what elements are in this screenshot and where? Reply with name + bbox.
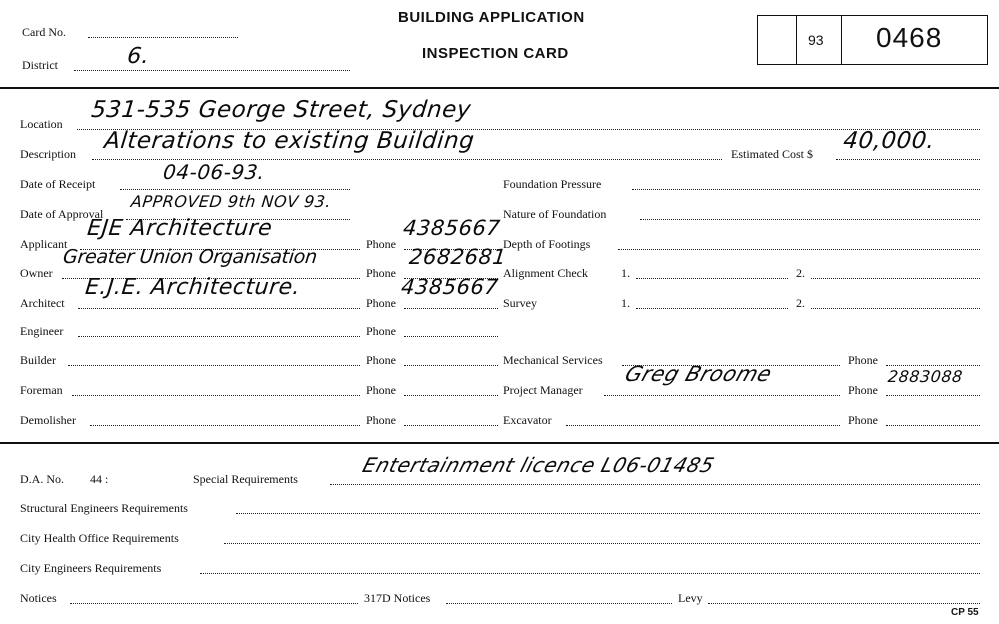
architect-label: Architect bbox=[20, 296, 65, 310]
date-approval-label: Date of Approval bbox=[20, 207, 104, 221]
demolisher-phone-label: Phone bbox=[366, 413, 396, 427]
card-no-line bbox=[88, 37, 238, 38]
card-number-value: 0468 bbox=[876, 22, 943, 53]
demolisher-line bbox=[90, 425, 360, 426]
card-number-box bbox=[757, 15, 988, 65]
survey-2-line bbox=[811, 308, 980, 309]
foreman-phone-label: Phone bbox=[366, 383, 396, 397]
survey-label: Survey bbox=[503, 296, 537, 310]
year-value: 93 bbox=[808, 32, 824, 48]
district-label: District bbox=[22, 58, 58, 72]
health-requirements-line bbox=[224, 543, 980, 544]
depth-footings-label: Depth of Footings bbox=[503, 237, 591, 251]
owner-label: Owner bbox=[20, 266, 53, 280]
requirements-rule bbox=[0, 442, 999, 444]
alignment-check-2-line bbox=[811, 278, 980, 279]
mechanical-services-label: Mechanical Services bbox=[503, 353, 603, 367]
structural-requirements-line bbox=[236, 513, 980, 514]
project-manager-phone-line bbox=[886, 395, 980, 396]
header-rule bbox=[0, 87, 999, 89]
district-value: 6. bbox=[126, 44, 151, 69]
notices-317d-line bbox=[446, 603, 672, 604]
structural-requirements-label: Structural Engineers Requirements bbox=[20, 501, 188, 515]
architect-phone-label: Phone bbox=[366, 296, 396, 310]
excavator-label: Excavator bbox=[503, 413, 552, 427]
location-value: 531-535 George Street, Sydney bbox=[90, 97, 473, 123]
nature-foundation-line bbox=[640, 219, 980, 220]
city-engineers-line bbox=[200, 573, 980, 574]
builder-phone-label: Phone bbox=[366, 353, 396, 367]
special-requirements-value: Entertainment licence L06-01485 bbox=[360, 453, 718, 477]
architect-value: E.J.E. Architecture. bbox=[84, 275, 302, 300]
builder-label: Builder bbox=[20, 353, 56, 367]
location-label: Location bbox=[20, 117, 63, 131]
architect-line bbox=[78, 308, 360, 309]
project-manager-line bbox=[604, 395, 840, 396]
date-receipt-value: 04-06-93. bbox=[162, 160, 267, 184]
special-requirements-label: Special Requirements bbox=[193, 472, 298, 486]
da-no-label: D.A. No. bbox=[20, 472, 64, 486]
builder-line bbox=[68, 365, 360, 366]
foreman-phone-line bbox=[404, 395, 498, 396]
excavator-phone-label: Phone bbox=[848, 413, 878, 427]
applicant-value: EJE Architecture bbox=[86, 216, 274, 241]
alignment-check-1-label: 1. bbox=[621, 266, 630, 280]
survey-2-label: 2. bbox=[796, 296, 805, 310]
foundation-pressure-label: Foundation Pressure bbox=[503, 177, 602, 191]
engineer-phone-label: Phone bbox=[366, 324, 396, 338]
applicant-phone-value: 4385667 bbox=[402, 216, 502, 240]
excavator-line bbox=[566, 425, 840, 426]
foundation-pressure-line bbox=[632, 189, 980, 190]
owner-value: Greater Union Organisation bbox=[62, 246, 319, 268]
da-no-value: 44 : bbox=[90, 472, 109, 486]
description-value: Alterations to existing Building bbox=[103, 128, 476, 154]
builder-phone-line bbox=[404, 365, 498, 366]
notices-line bbox=[70, 603, 358, 604]
levy-label: Levy bbox=[678, 591, 703, 605]
nature-foundation-label: Nature of Foundation bbox=[503, 207, 607, 221]
architect-phone-line bbox=[404, 308, 498, 309]
alignment-check-2-label: 2. bbox=[796, 266, 805, 280]
health-requirements-label: City Health Office Requirements bbox=[20, 531, 179, 545]
estimated-cost-line bbox=[836, 159, 980, 160]
survey-1-line bbox=[636, 308, 788, 309]
engineer-label: Engineer bbox=[20, 324, 64, 338]
city-engineers-label: City Engineers Requirements bbox=[20, 561, 162, 575]
excavator-phone-line bbox=[886, 425, 980, 426]
levy-line bbox=[708, 603, 980, 604]
notices-317d-label: 317D Notices bbox=[364, 591, 431, 605]
district-line bbox=[74, 70, 350, 71]
project-manager-label: Project Manager bbox=[503, 383, 583, 397]
estimated-cost-label: Estimated Cost $ bbox=[731, 147, 813, 161]
engineer-phone-line bbox=[404, 336, 498, 337]
form-title-line2: INSPECTION CARD bbox=[422, 45, 569, 62]
alignment-check-1-line bbox=[636, 278, 788, 279]
applicant-phone-label: Phone bbox=[366, 237, 396, 251]
notices-label: Notices bbox=[20, 591, 57, 605]
date-receipt-label: Date of Receipt bbox=[20, 177, 96, 191]
owner-phone-value: 2682681 bbox=[408, 245, 508, 269]
card-no-label: Card No. bbox=[22, 25, 66, 39]
alignment-check-label: Alignment Check bbox=[503, 266, 588, 280]
foreman-label: Foreman bbox=[20, 383, 63, 397]
form-title-line1: BUILDING APPLICATION bbox=[398, 9, 585, 26]
special-requirements-line bbox=[330, 484, 980, 485]
survey-1-label: 1. bbox=[621, 296, 630, 310]
description-label: Description bbox=[20, 147, 76, 161]
form-code: CP 55 bbox=[951, 607, 979, 618]
estimated-cost-value: 40,000. bbox=[842, 128, 937, 154]
date-receipt-line bbox=[120, 189, 350, 190]
foreman-line bbox=[72, 395, 360, 396]
engineer-line bbox=[78, 336, 360, 337]
demolisher-label: Demolisher bbox=[20, 413, 76, 427]
project-manager-phone-value: 2883088 bbox=[887, 367, 964, 386]
owner-phone-label: Phone bbox=[366, 266, 396, 280]
demolisher-phone-line bbox=[404, 425, 498, 426]
applicant-label: Applicant bbox=[20, 237, 68, 251]
mechanical-phone-label: Phone bbox=[848, 353, 878, 367]
depth-footings-line bbox=[618, 249, 980, 250]
date-approval-value: APPROVED 9th NOV 93. bbox=[130, 192, 333, 211]
mechanical-phone-line bbox=[886, 365, 980, 366]
architect-phone-value: 4385667 bbox=[400, 275, 500, 299]
project-manager-value: Greg Broome bbox=[622, 362, 776, 386]
project-manager-phone-label: Phone bbox=[848, 383, 878, 397]
